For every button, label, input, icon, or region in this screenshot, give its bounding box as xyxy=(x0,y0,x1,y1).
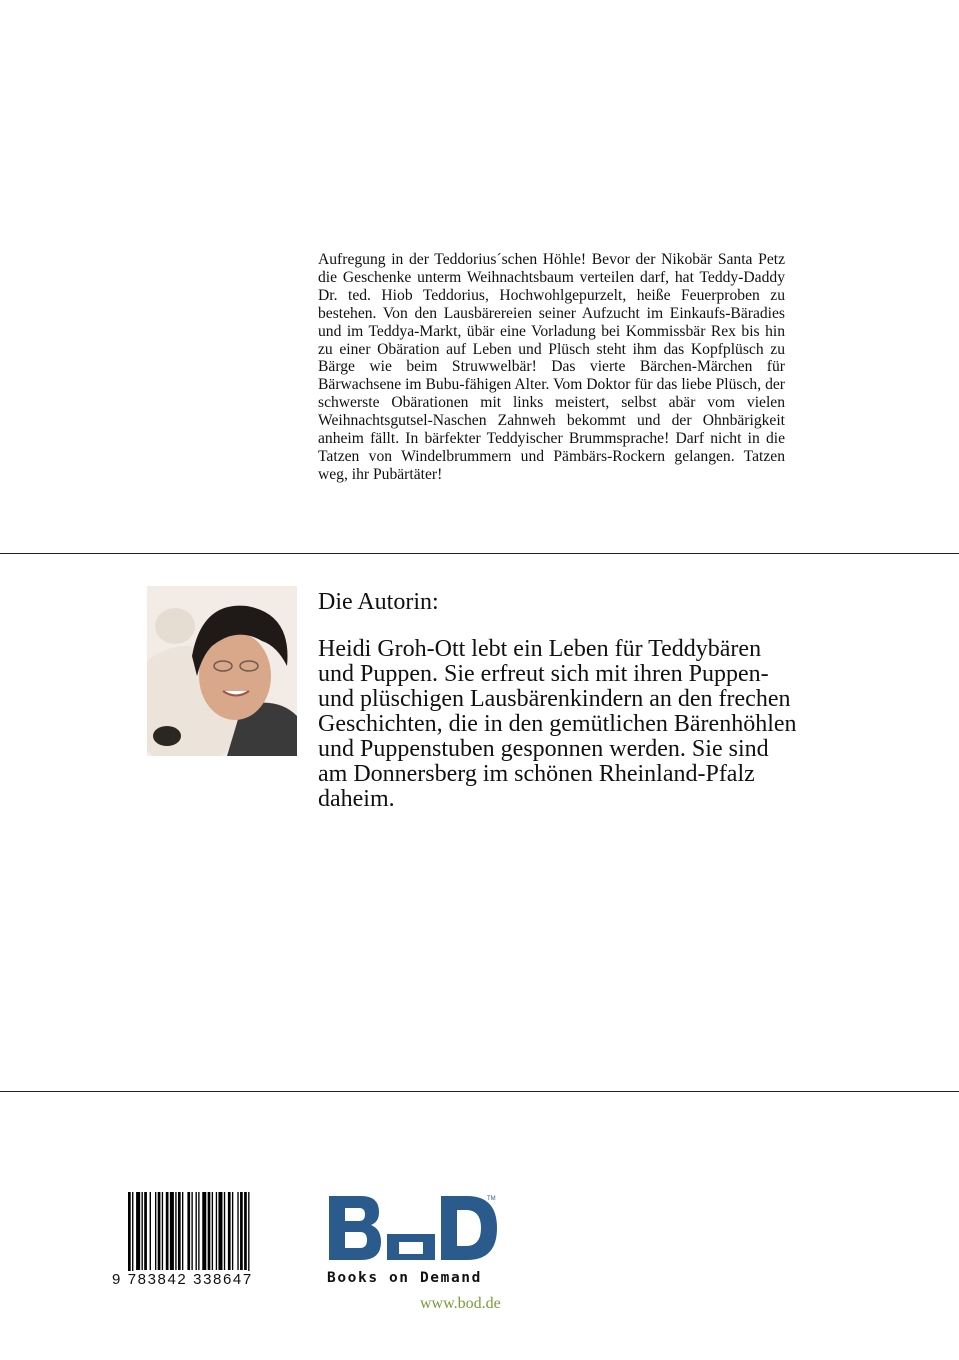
publisher-tagline: Books on Demand xyxy=(327,1270,482,1286)
barcode-bar xyxy=(248,1192,249,1278)
barcode-bar xyxy=(155,1192,156,1270)
barcode-bar xyxy=(187,1192,190,1270)
barcode-bar xyxy=(162,1192,163,1270)
barcode-bar xyxy=(244,1192,247,1270)
barcode-bar xyxy=(191,1192,192,1270)
barcode-bar xyxy=(237,1192,238,1270)
author-photo xyxy=(147,586,297,756)
barcode-bar xyxy=(158,1192,161,1270)
barcode-bar xyxy=(208,1192,211,1270)
barcode-bar xyxy=(178,1192,181,1270)
barcode-bar xyxy=(166,1192,169,1270)
barcode-bar xyxy=(232,1192,233,1270)
divider-bottom xyxy=(0,1091,959,1092)
isbn-digits: 9 783842 338647 xyxy=(112,1271,292,1288)
barcode-bar xyxy=(198,1192,199,1270)
barcode-bar xyxy=(218,1192,222,1270)
barcode-bar xyxy=(150,1192,151,1270)
barcode-bar xyxy=(212,1192,213,1270)
author-heading: Die Autorin: xyxy=(318,589,439,615)
barcode-bar xyxy=(240,1192,243,1270)
barcode-bar xyxy=(196,1192,197,1270)
barcode-bar xyxy=(142,1192,143,1270)
barcode-bar xyxy=(202,1192,206,1270)
trademark-mark: TM xyxy=(487,1196,496,1202)
barcode-bar xyxy=(136,1192,140,1270)
barcode-bar xyxy=(224,1192,225,1270)
barcode-bar xyxy=(216,1192,217,1270)
barcode-bar xyxy=(132,1192,133,1278)
back-cover-blurb: Aufregung in der Teddorius´schen Höhle! Bevor der Nikobär Santa Petz die Geschenke unterm Weihnachtsbaum verteilen darf, hat Teddy-Daddy Dr. ted. Hiob Teddorius, Hochwohlgepurzelt, heiße Feuerproben zu bestehen. Von den Lausbärereien seiner Aufzucht im Einkaufs-Bäradies und im Teddya-Markt, übär eine Vorladung bei Kommissbär Rex bis hin zu einer Obäration auf Leben und Plüsch steht ihm das Kopfplüsch zu Bärge wie beim Struwwelbär! Das vierte Bärchen-Märchen für Bärwachsene im Bubu-fähigen Alter. Vom Doktor für das liebe Plüsch, der schwerste Obärationen mit links meistert, selbst abär vom vielen Weihnachtsgutsel-Naschen Zahnweh bekommt und der Ohnbärigkeit anheim fällt. In bärfekter Teddyischer Brummsprache! Darf nicht in die Tatzen von Windelbrummern und Pämbärs-Rockern gelangen. Tatzen weg, ihr Pubärtäter! xyxy=(318,251,785,483)
barcode-bar xyxy=(228,1192,231,1270)
author-bio: Heidi Groh-Ott lebt ein Leben für Teddybären und Puppen. Sie erfreut sich mit ihren Puppen- und plüschigen Lausbärenkindern an den frechen Geschichten, die in den gemütlichen Bärenhöhlen und Puppenstuben gesponnen werden. Sie sind am Donnersberg im schönen Rheinland-Pfalz daheim. xyxy=(318,636,797,812)
barcode-bar xyxy=(128,1192,131,1278)
barcode-bar xyxy=(170,1192,174,1270)
divider-top xyxy=(0,553,959,554)
barcode-bar xyxy=(175,1192,176,1270)
barcode-bar xyxy=(144,1192,147,1270)
bod-logo xyxy=(327,1192,502,1264)
barcode-bar xyxy=(182,1192,183,1270)
publisher-url[interactable]: www.bod.de xyxy=(420,1295,501,1312)
